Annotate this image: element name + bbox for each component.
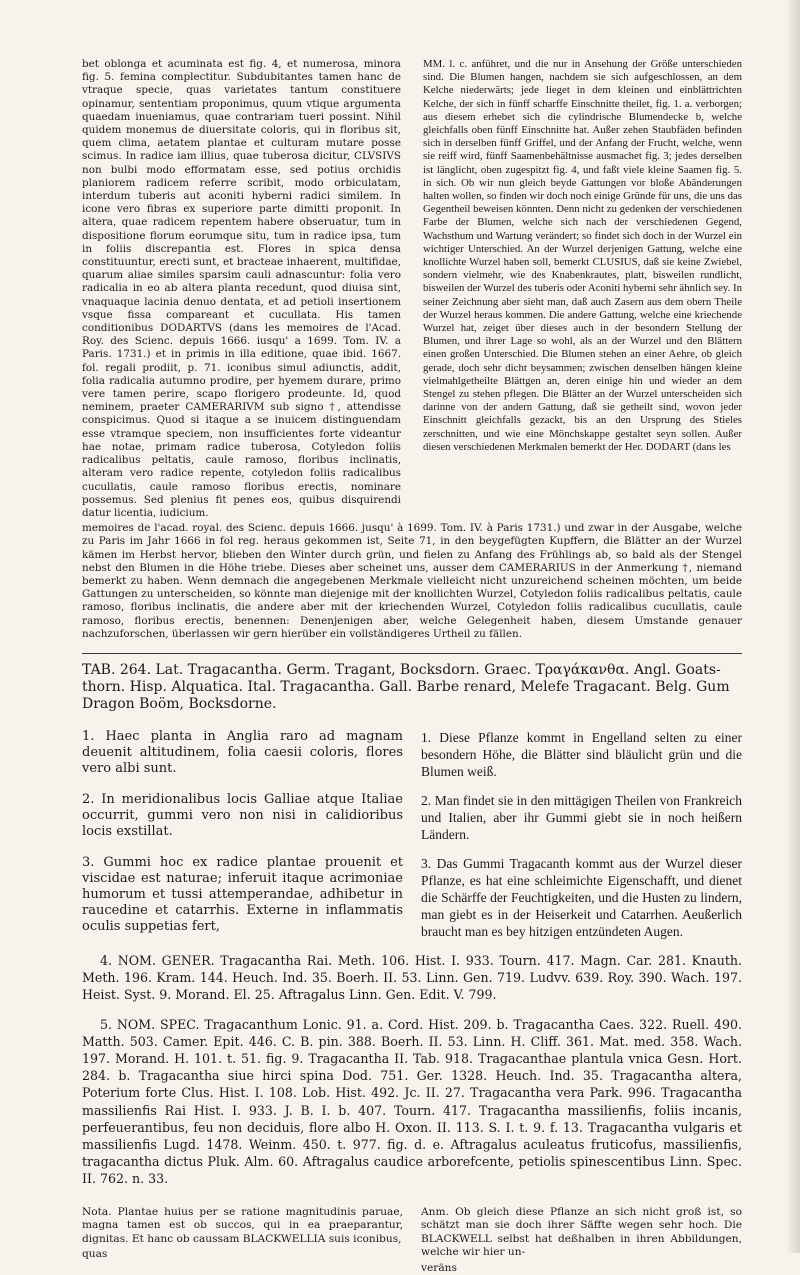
paired-entry [82, 729, 742, 780]
paired-entry [82, 855, 742, 940]
catchword-german: veräns [421, 1261, 457, 1274]
latin-entry: 2. In meridionalibus locis Galliae atque Italiae occurrit, gummi vero non nisi in calidioribus locis exstillat. [82, 791, 403, 839]
german-column: MM. l. c. anführet, und die nur in Ansehung der Größe unterschieden sind. Die Blumen hangen, nachdem sie sich aufgeschlossen, an dem Kelche niederwärts; jede lieget in dem kleinen und einblättrichten Kelche, der sich in fünff scharffe Einschnitte theilet, fig. 1. a. verborgen; aus diesem erhebet sich die cylindrische Blumendecke b, welche gleichfalls oben fünff Einschnitte hat. Außer zehen Staubfäden befinden sich in derselben fünff Griffel, und der Anfang der Frucht, welche, wenn sie reiff wird, fünff Saamenbehältnisse ausmachet fig. 3; jedes derselben ist länglicht, oben zugespitzt fig. 4, und faßt viele kleine Saamen fig. 5. in sich. Ob wir nun gleich beyde Gattungen vor bloße Abänderungen halten wollen, so finden wir doch noch einige Gründe für uns, die uns das Gegentheil beweisen könnten. Denn nicht zu gedenken der verschiedenen Farbe der Blumen, welche sich nach der verschiedenen Gegend, Wachsthum und Wartung verändert; so findet sich doch in der Wurzel ein wichtiger Unterschied. An der Wurzel derjenigen Gattung, welche eine knollichte Wurzel haben soll, bemerkt CLUSIUS, daß sie keine Zwiebel, sondern vielmehr, wie des Knabenkrautes, platt, bisweilen rundlicht, bisweilen der Wurzel des tuberis oder Aconiti hyberni sehr ähnlich sey. In seiner Zeichnung aber sieht man, daß auch Zasern aus dem obern Theile der Wurzel heraus kommen. Die andere Gattung, welche eine kriechende Wurzel hat, zeiget über dieses auch in der besondern Stellung der Blumen, und ihrer Lage so wohl, als an der Wurzel und den Blättern einen großen Unterschied. Die Blumen stehen an einer Aehre, ob gleich gerade, doch sehr dicht beysammen; zwischen denselben hängen kleine vielmahlgetheilte Blättgen an, deren einige hin und wieder an dem Stengel zu stehen pflegen. Die Blätter an der Wurzel unterscheiden sich darinne von der andern Gattung, daß sie getheilt sind, wovon jeder Einschnitt gleichfalls gezackt, bis an den Ursprung des Stieles zerschnitten, und wie eine Mönchskappe gestaltet seyn sollen. Außer diesen verschiedenen Merkmalen bemerkt der Her. DODART (dans les [423, 58, 742, 453]
tab-heading: TAB. 264. Lat. Tragacantha. Germ. Tragant, Bocksdorn. Graec. Τραγάκανθα. Angl. Goats-thorn. Hisp. Alquatica. Ital. Tragacantha. Gall. Barbe renard, Melefe Tragacant. Belg. Gum Dragon Boöm, Bocksdorne. [82, 661, 730, 712]
top-columns [82, 58, 742, 520]
full-width-paragraph: memoires de l'acad. royal. des Scienc. depuis 1666. jusqu' à 1699. Tom. IV. à Paris 1731.) und zwar in der Ausgabe, welche zu Paris im Jahr 1666 in fol reg. heraus gekommen ist, Seite 71, in den beygefügten Kupffern, die Blätter an der Wurzel kämen im Herbst hervor, blieben den Winter durch grün, und fielen zu Anfang des Frühlings ab, so bald als der Stengel nebst den Blumen in die Höhe triebe. Dieses aber scheinet uns, ausser dem CAMERARIUS in der Anmerkung †, niemand bemerkt zu haben. Wenn demnach die angegebenen Merkmale vielleicht nicht unzureichend scheinen möchten, um beide Gattungen zu unterscheiden, so könnte man diejenige mit der knollichten Wurzel, Cotyledon foliis radicalibus peltatis, caule ramoso, floribus inclinatis, die andere aber mit der kriechenden Wurzel, Cotyledon foliis radicalibus cucullatis, caule ramoso, floribus erectis, benennen: Denenjenigen aber, welche Gelegenheit haben, diesem Umstande genauer nachzuforschen, überlassen wir gern hierüber ein vollständigeres Urtheil zu fällen. [82, 522, 742, 640]
german-note: Anm. Ob gleich diese Pflanze an sich nicht groß ist, so schätzt man sie doch ihrer Säffte wegen sehr hoch. Die BLACKWELL selbst hat deßhalben in ihren Abbildungen, welche wir hier un- [421, 1205, 742, 1259]
paired-entry [82, 792, 742, 843]
catchword-latin: quas [82, 1248, 108, 1261]
german-entry: 1. Diese Pflanze kommt in Engelland selten zu einer besondern Höhe, die Blätter sind bläulicht grün und die Blumen weiß. [421, 729, 742, 779]
nomen-genericum: 4. NOM. GENER. Tragacantha Rai. Meth. 106. Hist. I. 933. Tourn. 417. Magn. Car. 281. Knauth. Meth. 196. Kram. 144. Heuch. Ind. 35. Boerh. II. 53. Linn. Gen. 719. Ludvv. 639. Roy. 390. Wach. 197. Heist. Syst. 9. Morand. El. 25. Aftragalus Linn. Gen. Edit. V. 799. [82, 952, 742, 1003]
latin-column: bet oblonga et acuminata est fig. 4, et numerosa, minora fig. 5. femina complectitur. Subdubitantes tamen hanc de vtraque specie, quas varietates tantum constituere opinamur, sententiam proponimus, quum vtique argumenta quaedam inueniamus, quae contrariam tueri possint. Nihil quidem monemus de diuersitate coloris, qui in floribus sit, quem clima, aetatem plantae et culturam mutare posse scimus. In radice iam illius, quae tuberosa dicitur, CLVSIVS non bulbi modo efformatam esse, sed potius orchidis planiorem radicem referre scribit, modo orbiculatam, interdum tuberis aut aconiti hyberni radici similem. In icone vero fibras ex superiore parte dimitti proponit. In altera, quae radicem repentem habere obseruatur, tum in dispositione florum eorumque situ, tum in radice ipsa, tum in foliis discrepantia est. Flores in spica densa constituuntur, erecti sunt, et bracteae inhaerent, multifidae, quarum aliae similes sparsim cauli adnascuntur: folia vero radicalia in eo ab altera planta recedunt, quod diuisa sint, vnaquaque lacinia denuo dentata, et ad petioli insertionem vsque fissa compareant et cucullata. His tamen conditionibus DODARTVS (dans les memoires de l'Acad. Roy. des Scienc. depuis 1666. iusqu' a 1699. Tom. IV. a Paris. 1731.) et in primis in illa editione, quae ibid. 1667. fol. regali prodiit, p. 71. iconibus simul adiunctis, addit, folia radicalia autumno prodire, per hyemem durare, primo vere tamen perire, scapo florigero prodeunte. Id, quod neminem, praeter CAMERARIVM sub signo †, attendisse conspicimus. Quod si itaque a se inuicem distinguendam esse vtramque speciem, non insufficientes forte videantur hae notae, primam radice tuberosa, Cotyledon foliis radicalibus peltatis, caule ramoso, floribus inclinatis, alteram vero radice repente, cotyledon foliis radicalibus cucullatis, caule ramoso floribus erectis, nominare possemus. Sed plenius fit penes eos, quibus disquirendi datur licentia, iudicium. [82, 58, 401, 519]
german-entry: 3. Das Gummi Tragacanth kommt aus der Wurzel dieser Pflanze, es hat eine schleimichte Eigenschafft, und dienet die Schärffe der Feuchtigkeiten, und die Husten zu lindern, man giebt es in der Heiserkeit und Catarrhen. Aeußerlich braucht man es bey hitzigen entzündeten Augen. [421, 855, 742, 939]
latin-entry: 1. Haec planta in Anglia raro ad magnam deuenit altitudinem, folia caesii coloris, flores vero albi sunt. [82, 728, 403, 776]
nomen-specificum: 5. NOM. SPEC. Tragacanthum Lonic. 91. a. Cord. Hist. 209. b. Tragacantha Caes. 322. Ruell. 490. Matth. 503. Camer. Epit. 446. C. B. pin. 388. Boerh. II. 53. Linn. H. Cliff. 361. Mat. med. 358. Wach. 197. Morand. H. 101. t. 51. fig. 9. Tragacantha II. Tab. 918. Tragacanthae plantula vnica Gesn. Hort. 284. b. Tragacantha siue hirci spina Dod. 751. Ger. 1328. Heuch. Ind. 35. Tragacantha altera, Poterium forte Clus. Hist. I. 108. Lob. Hist. 492. Jc. II. 27. Tragacantha vera Park. 996. Tragacantha massilienfis Rai Hist. I. 933. J. B. I. b. 407. Tourn. 417. Tragacantha massilienfis, foliis incanis, perfeuerantibus, feu non deciduis, flore albo H. Oxon. II. 113. S. I. t. 9. f. 13. Tragacantha vulgaris et massilienfis Lugd. 1478. Weinm. 450. t. 977. fig. d. e. Aftragalus aculeatus fruticofus, massilienfis, tragacantha dictus Pluk. Alm. 60. Aftragalus caudice arborefcente, petiolis spinescentibus Linn. Spec. II. 762. n. 33. [82, 1016, 742, 1187]
latin-entry: 3. Gummi hoc ex radice plantae prouenit et viscidae est naturae; inferuit itaque acrimoniae humorum et tussi attemperandae, adhibetur in raucedine et catarrhis. Externe in inflammatis oculis suppetias fert, [82, 854, 403, 934]
latin-note: Nota. Plantae huius per se ratione magnitudinis paruae, magna tamen est ob succos, qui in ea praeparantur, dignitas. Et hanc ob caussam BLACKWELLIA suis iconibus, [82, 1205, 403, 1245]
german-entry: 2. Man findet sie in den mittägigen Theilen von Frankreich und Italien, aber ihr Gummi giebt sie in noch heißern Ländern. [421, 792, 742, 842]
section-divider [82, 653, 742, 654]
page-edge-shadow [786, 0, 800, 1253]
footnotes [82, 1206, 742, 1275]
